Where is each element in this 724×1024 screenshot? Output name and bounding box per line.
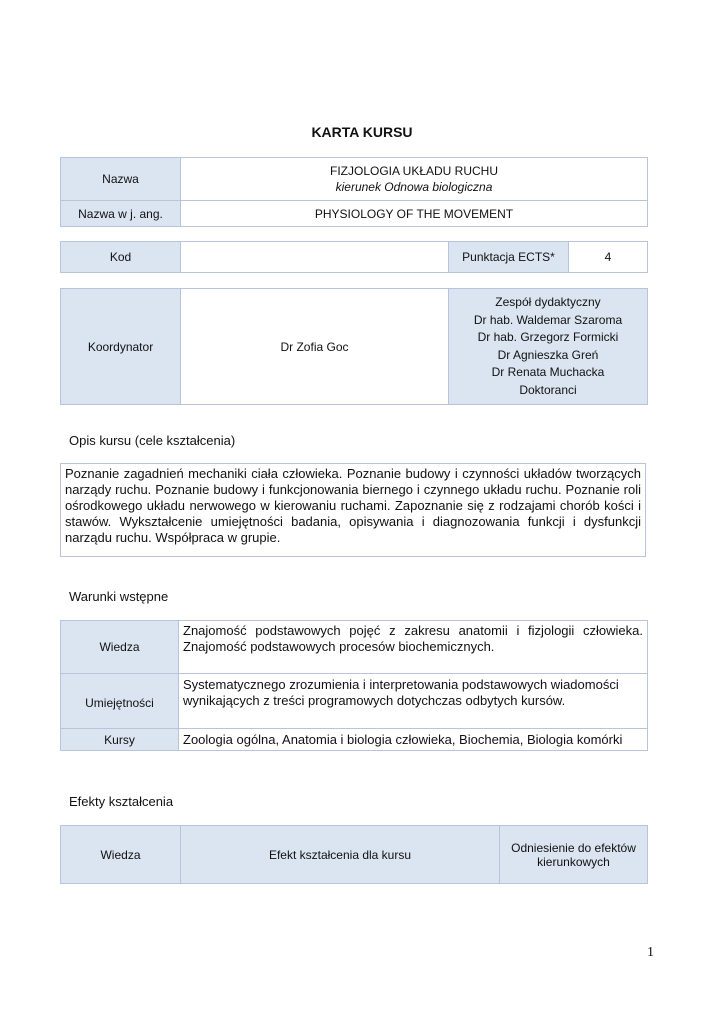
team-member: Doktoranci <box>519 382 577 397</box>
prereq-courses-value: Zoologia ogólna, Anatomia i biologia człowieka, Biochemia, Biologia komórki <box>179 729 648 751</box>
english-name-value: PHYSIOLOGY OF THE MOVEMENT <box>181 201 648 227</box>
course-name: FIZJOLOGIA UKŁADU RUCHU <box>329 164 499 178</box>
course-field: kierunek Odnowa biologiczna <box>335 180 493 194</box>
team-member: Dr Renata Muchacka <box>491 365 605 379</box>
outcomes-heading: Efekty kształcenia <box>69 794 174 809</box>
ects-value: 4 <box>569 242 648 273</box>
code-label: Kod <box>61 242 181 273</box>
prereq-courses-label: Kursy <box>61 729 179 751</box>
team-member: Dr hab. Waldemar Szaroma <box>473 312 623 327</box>
coordinator-label: Koordynator <box>61 289 181 405</box>
code-value <box>181 242 449 273</box>
name-label: Nazwa <box>61 158 181 201</box>
outcomes-reference-header: Odniesienie do efektów kierunkowych <box>500 826 648 884</box>
name-value-cell <box>181 158 648 201</box>
outcomes-effect-header: Efekt kształcenia dla kursu <box>181 826 500 884</box>
page-title: KARTA KURSU <box>311 124 413 140</box>
outcomes-table <box>60 825 648 884</box>
course-name-table <box>60 157 648 227</box>
ects-label: Punktacja ECTS* <box>449 242 569 273</box>
coordinator-value: Dr Zofia Goc <box>181 289 449 405</box>
prerequisites-heading: Warunki wstępne <box>69 589 169 604</box>
page-number: 1 <box>647 945 654 960</box>
prereq-skills-label: Umiejętności <box>61 674 179 729</box>
team-heading: Zespół dydaktyczny <box>495 295 601 309</box>
coordinator-table <box>60 288 648 405</box>
prereq-knowledge-value: Znajomość podstawowych pojęć z zakresu anatomii i fizjologii człowieka. Znajomość podstawowych procesów biochemicznych. <box>179 621 648 674</box>
teaching-team <box>449 289 648 405</box>
team-member: Dr Agnieszka Greń <box>497 347 599 362</box>
team-member: Dr hab. Grzegorz Formicki <box>477 330 619 344</box>
prerequisites-table <box>60 620 648 751</box>
description-heading: Opis kursu (cele kształcenia) <box>69 433 236 448</box>
english-name-label: Nazwa w j. ang. <box>61 201 181 227</box>
outcomes-knowledge-header: Wiedza <box>61 826 181 884</box>
course-code-table <box>60 241 648 273</box>
prereq-skills-value: Systematycznego zrozumienia i interpretowania podstawowych wiadomości wynikających z treści programowych dotychczas odbytych kursów. <box>179 674 648 729</box>
prereq-knowledge-label: Wiedza <box>61 621 179 674</box>
description-text: Poznanie zagadnień mechaniki ciała człowieka. Poznanie budowy i czynności układów tworzących narządy ruchu. Poznanie budowy i funkcjonowania biernego i czynnego układu ruchu. Poznanie roli ośrodkowego układu nerwowego w kierowaniu ruchami. Zapoznanie się z rodzajami chorób kości i stawów. Wykształcenie umiejętności badania, opisywania i diagnozowania funkcji i dysfunkcji narządu ruchu. Współpraca w grupie. <box>60 463 646 557</box>
